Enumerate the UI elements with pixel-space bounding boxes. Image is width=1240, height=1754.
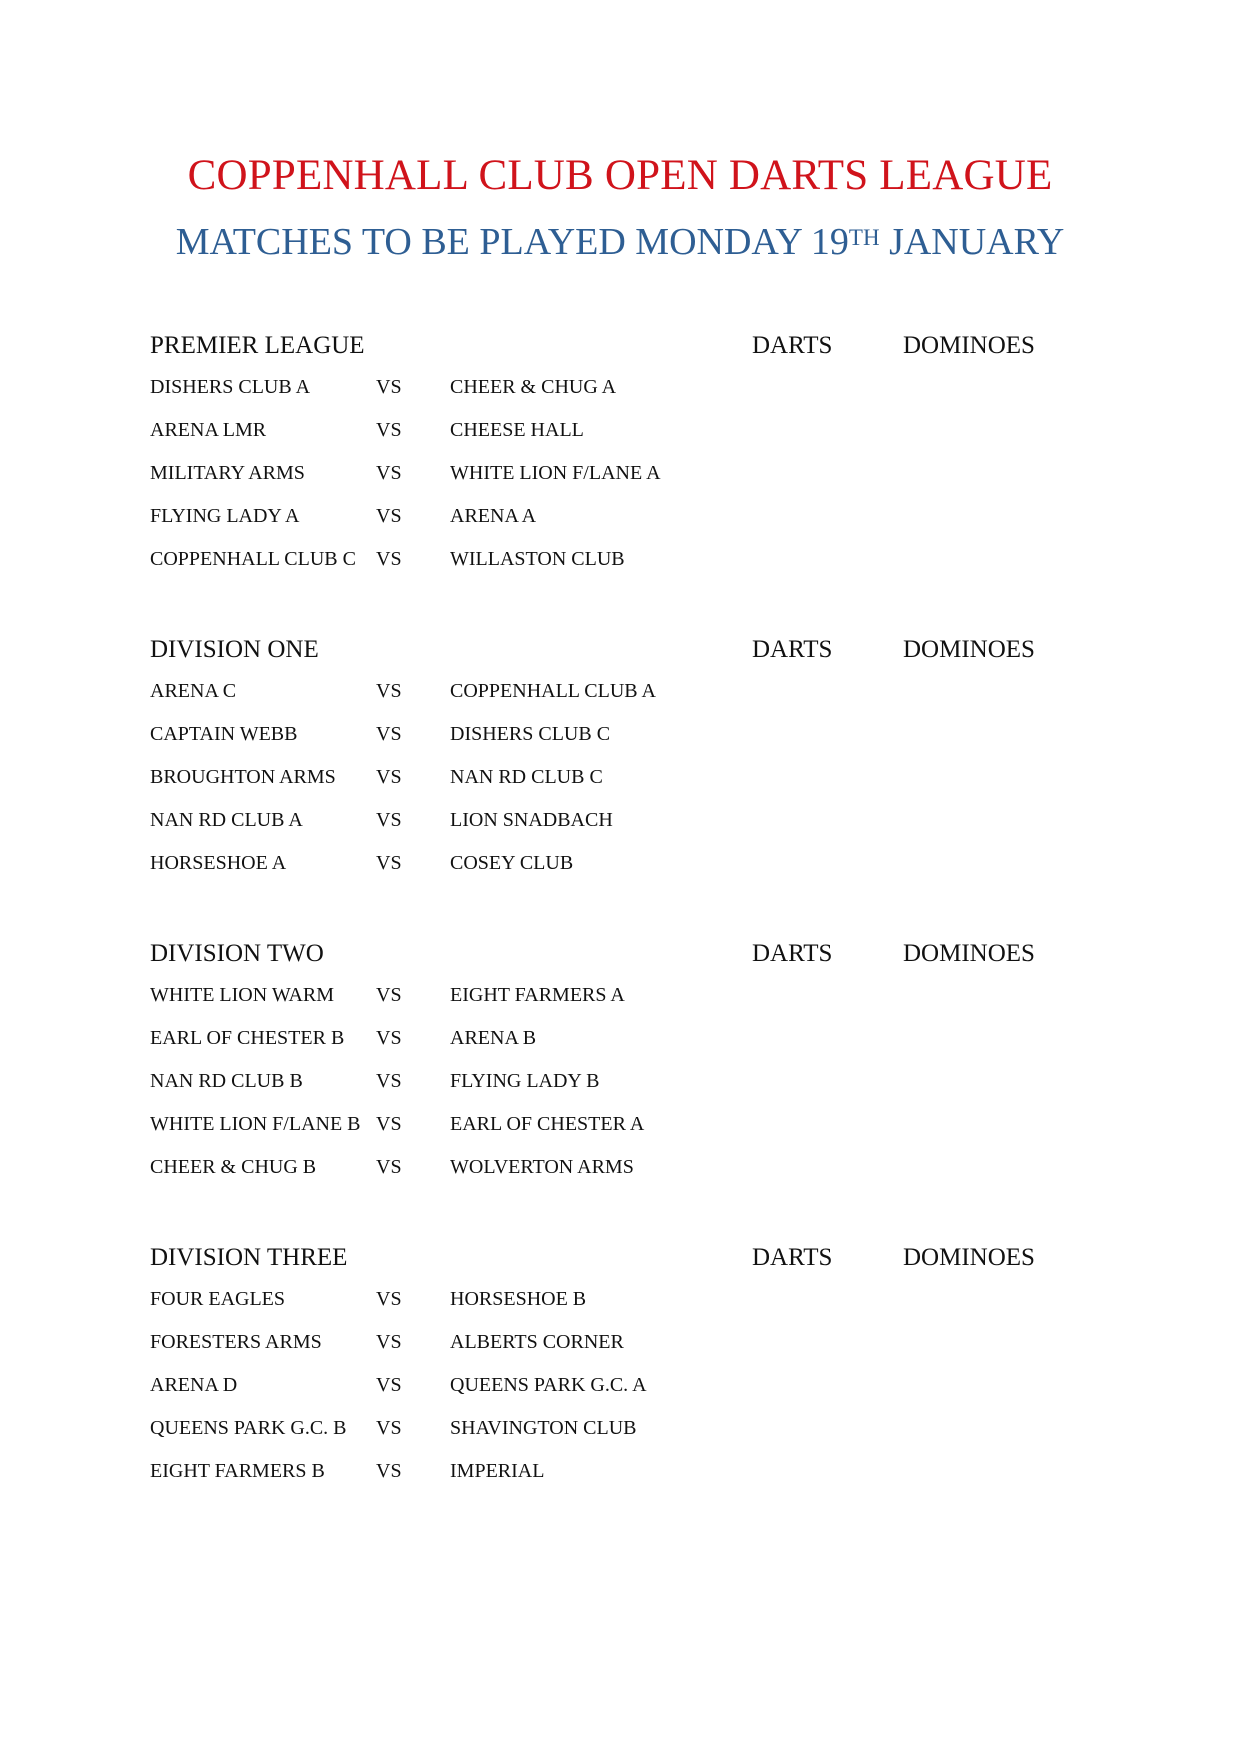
away-team: CHEER & CHUG A [450, 376, 617, 398]
away-team: COPPENHALL CLUB A [450, 680, 656, 702]
home-team: ARENA C [150, 680, 237, 702]
home-team: WHITE LION WARM [150, 984, 335, 1006]
match-row [0, 501, 1240, 544]
away-team: HORSESHOE B [450, 1288, 587, 1310]
away-team: WHITE LION F/LANE A [450, 462, 661, 484]
match-row [0, 805, 1240, 848]
section-division-two [0, 938, 1240, 1195]
section-premier-league [0, 330, 1240, 587]
home-team: NAN RD CLUB B [150, 1070, 303, 1092]
vs-label: VS [376, 680, 402, 702]
vs-label: VS [376, 1113, 402, 1135]
section-header [0, 938, 1240, 980]
dominoes-column-header: DOMINOES [903, 1244, 1035, 1271]
away-team: COSEY CLUB [450, 852, 574, 874]
vs-label: VS [376, 1331, 402, 1353]
vs-label: VS [376, 419, 402, 441]
away-team: DISHERS CLUB C [450, 723, 611, 745]
darts-column-header: DARTS [752, 636, 833, 663]
away-team: SHAVINGTON CLUB [450, 1417, 637, 1439]
vs-label: VS [376, 1288, 402, 1310]
darts-column-header: DARTS [752, 332, 833, 359]
vs-label: VS [376, 1374, 402, 1396]
away-team: CHEESE HALL [450, 419, 584, 441]
match-row [0, 1413, 1240, 1456]
vs-label: VS [376, 462, 402, 484]
home-team: EARL OF CHESTER B [150, 1027, 345, 1049]
vs-label: VS [376, 984, 402, 1006]
subtitle-suffix: JANUARY [879, 221, 1065, 263]
section-header [0, 1242, 1240, 1284]
home-team: NAN RD CLUB A [150, 809, 303, 831]
match-row [0, 719, 1240, 762]
home-team: ARENA D [150, 1374, 238, 1396]
subtitle-prefix: MATCHES TO BE PLAYED MONDAY 19 [175, 221, 849, 263]
section-title: DIVISION TWO [150, 940, 324, 967]
vs-label: VS [376, 1027, 402, 1049]
darts-column-header: DARTS [752, 1244, 833, 1271]
home-team: FLYING LADY A [150, 505, 300, 527]
vs-label: VS [376, 809, 402, 831]
match-row [0, 1327, 1240, 1370]
page-title: COPPENHALL CLUB OPEN DARTS LEAGUE [187, 152, 1053, 199]
dominoes-column-header: DOMINOES [903, 332, 1035, 359]
vs-label: VS [376, 852, 402, 874]
section-header [0, 330, 1240, 372]
vs-label: VS [376, 505, 402, 527]
home-team: DISHERS CLUB A [150, 376, 311, 398]
vs-label: VS [376, 548, 402, 570]
match-row [0, 1284, 1240, 1327]
home-team: EIGHT FARMERS B [150, 1460, 325, 1482]
home-team: MILITARY ARMS [150, 462, 305, 484]
vs-label: VS [376, 376, 402, 398]
away-team: FLYING LADY B [450, 1070, 600, 1092]
home-team: FORESTERS ARMS [150, 1331, 322, 1353]
away-team: EIGHT FARMERS A [450, 984, 625, 1006]
away-team: EARL OF CHESTER A [450, 1113, 645, 1135]
match-row [0, 762, 1240, 805]
home-team: COPPENHALL CLUB C [150, 548, 356, 570]
vs-label: VS [376, 766, 402, 788]
away-team: ARENA B [450, 1027, 537, 1049]
dominoes-column-header: DOMINOES [903, 940, 1035, 967]
home-team: ARENA LMR [150, 419, 267, 441]
page-subtitle [0, 218, 1240, 266]
home-team: WHITE LION F/LANE B [150, 1113, 361, 1135]
match-row [0, 458, 1240, 501]
match-row [0, 980, 1240, 1023]
match-row [0, 676, 1240, 719]
home-team: FOUR EAGLES [150, 1288, 286, 1310]
vs-label: VS [376, 723, 402, 745]
away-team: WILLASTON CLUB [450, 548, 625, 570]
match-row [0, 372, 1240, 415]
match-row [0, 848, 1240, 891]
section-title: DIVISION THREE [150, 1244, 348, 1271]
vs-label: VS [376, 1156, 402, 1178]
section-division-one [0, 634, 1240, 891]
away-team: ALBERTS CORNER [450, 1331, 624, 1353]
away-team: NAN RD CLUB C [450, 766, 603, 788]
match-row [0, 1370, 1240, 1413]
section-division-three [0, 1242, 1240, 1499]
home-team: QUEENS PARK G.C. B [150, 1417, 347, 1439]
section-header [0, 634, 1240, 676]
away-team: IMPERIAL [450, 1460, 545, 1482]
vs-label: VS [376, 1417, 402, 1439]
match-row [0, 1023, 1240, 1066]
dominoes-column-header: DOMINOES [903, 636, 1035, 663]
vs-label: VS [376, 1070, 402, 1092]
home-team: CAPTAIN WEBB [150, 723, 298, 745]
match-row [0, 1109, 1240, 1152]
away-team: WOLVERTON ARMS [450, 1156, 634, 1178]
home-team: HORSESHOE A [150, 852, 287, 874]
section-title: PREMIER LEAGUE [150, 332, 365, 359]
away-team: ARENA A [450, 505, 537, 527]
subtitle-ordinal: TH [848, 225, 880, 250]
darts-column-header: DARTS [752, 940, 833, 967]
away-team: LION SNADBACH [450, 809, 613, 831]
match-row [0, 1152, 1240, 1195]
away-team: QUEENS PARK G.C. A [450, 1374, 647, 1396]
home-team: BROUGHTON ARMS [150, 766, 336, 788]
section-title: DIVISION ONE [150, 636, 319, 663]
match-row [0, 1456, 1240, 1499]
vs-label: VS [376, 1460, 402, 1482]
home-team: CHEER & CHUG B [150, 1156, 317, 1178]
match-row [0, 415, 1240, 458]
match-row [0, 544, 1240, 587]
match-row [0, 1066, 1240, 1109]
